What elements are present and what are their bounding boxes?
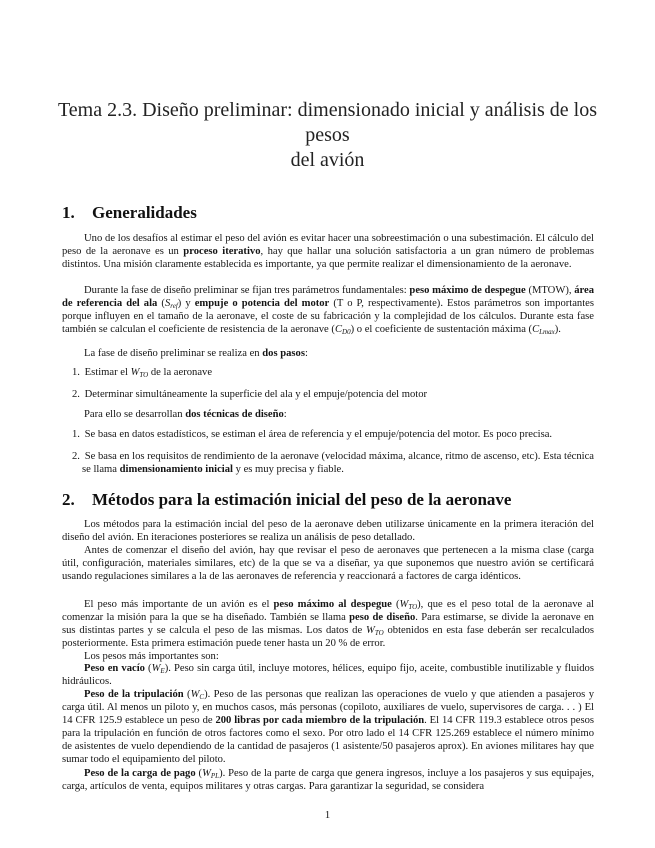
p4-bold: dos técnicas de diseño — [185, 409, 284, 420]
p2-text-a: Durante la fase de diseño preliminar se fijan tres parámetros fundamentales: — [84, 285, 410, 296]
p11-bold: Peso de la carga de pago — [84, 768, 196, 779]
p3-text-a: La fase de diseño preliminar se realiza en — [84, 348, 263, 359]
document-title — [55, 98, 600, 173]
list-2-item-1-text: Se basa en datos estadísticos, se estiman el área de referencia y el empuje/potencia del motor. Es poco precisa. — [84, 429, 553, 440]
paragraph-7 — [62, 598, 594, 650]
sub-to: TO — [139, 371, 149, 379]
p2-sub-ref: ref — [170, 302, 178, 311]
p7-bold-mtow: peso máximo al despegue — [273, 599, 392, 610]
p9-text-c: ). Peso sin carga útil, incluye motores, hélices, equipo fijo, aceite, combustible inutilizable y fluidos hidráulicos. — [62, 663, 594, 688]
p2-text-i: ) o el coeficiente de sustentación máxima ( — [350, 324, 533, 336]
p7-text-g: obtenidos en esta fase deberán ser recalculados posteriormente. Esta primera estimación puede tener hasta un 20 % de error. — [62, 625, 594, 650]
p10-text-a: ( — [183, 689, 191, 700]
paragraph-payload-weight — [62, 767, 594, 793]
list-1-item-1 — [62, 366, 594, 379]
p7-text-c: ( — [391, 599, 400, 610]
list-1-item-1-text: Estimar el — [84, 367, 131, 378]
p7-symbol-w2: W — [366, 625, 375, 637]
p11-sub-pl: PL — [210, 772, 220, 780]
p2-sub-d0: D0 — [342, 328, 351, 337]
p9-symbol-w: W — [151, 663, 161, 674]
section-1-number: 1. — [62, 203, 75, 222]
list-1-item-2-text: Determinar simultáneamente la superficie del ala y el empuje/potencia del motor — [84, 389, 428, 400]
page-number: 1 — [324, 810, 331, 821]
p7-text-a: El peso más importante de un avión es el — [84, 599, 274, 610]
list-2-item-2-text-c: y es muy precisa y fiable. — [232, 464, 344, 476]
list-1-item-1-text-b: de la aeronave — [148, 367, 213, 378]
p2-bold-thrust: empuje o potencia del motor — [194, 298, 330, 310]
p2-text-c: (MTOW), — [525, 285, 575, 296]
list-2-item-2-bold: dimensionamiento inicial — [119, 464, 233, 476]
list-marker: 2. — [72, 389, 80, 400]
list-1-item-2 — [62, 388, 594, 401]
p3-text-c: : — [304, 348, 308, 359]
p9-sub-e: E — [160, 667, 165, 675]
paragraph-6: Antes de comenzar el diseño del avión, hay que revisar el peso de aeronaves que pertenecen a la misma clase (carga útil, configuración, materiales similares, etc) de la que se va a diseñar, ya que suponemos que nuestro avión se certificará usando regulaciones similares a la de las aeronaves de referencia y reaccionará a factores de carga idénticos. — [62, 545, 594, 583]
p1-text-a: Uno de los desafíos al estimar el peso del avión es evitar hacer una sobreestimación o una subestimación. El cálculo del peso de la aeronave es un — [62, 233, 594, 258]
p7-text-f: . Para estimarse, se divide la aeronave en sus distintas partes y se calcula el peso de las mismas. Los datos de — [62, 612, 594, 637]
p2-text-h: (T o P, respectivamente). Estos parámetros son importantes porque influyen en el tamaño de la aeronave, el coste de su fabricación y la complejidad de los cálculos. Durante esta fase también se calculan el coeficiente de resistencia de la aeronave ( — [62, 298, 594, 336]
p1-bold: proceso iterativo — [183, 246, 261, 258]
p1-text-c: , hay que hallar una solución satisfactoria a un gran número de problemas distintos. Una misión claramente establecida es importante, ya que permite realizar el dimensionamiento de la aeronave. — [62, 246, 594, 271]
paragraph-1 — [62, 232, 594, 271]
paragraph-5: Los métodos para la estimación incial del peso de la aeronave deben utilizarse únicamente en la primera iteración del diseño del avión. En iteraciones posteriores se realiza un análisis de peso detallado. — [62, 519, 594, 544]
paragraph-empty-weight — [62, 662, 594, 688]
section-2-heading — [62, 490, 602, 510]
p7-sub-to: TO — [408, 603, 418, 611]
paragraph-4 — [62, 408, 594, 421]
p2-symbol-cd: C — [334, 324, 343, 336]
p4-text-a: Para ello se desarrollan — [84, 409, 186, 420]
p7-bold-design: peso de diseño — [349, 612, 416, 624]
title-line-1: Tema 2.3. Diseño preliminar: dimensionado inicial y análisis de los pesos — [57, 99, 598, 146]
section-2-title: Métodos para la estimación inicial del peso de la aeronave — [92, 490, 512, 509]
p9-text-a: ( — [144, 663, 152, 674]
list-2-item-2 — [62, 450, 594, 476]
paragraph-2 — [62, 284, 594, 336]
list-marker: 1. — [72, 429, 80, 440]
p2-sub-lmax: Lmax — [539, 328, 555, 337]
list-marker: 2. — [72, 451, 80, 462]
list-2-item-2-text-a: Se basa en los requisitos de rendimiento de la aeronave (velocidad máxima, alcance, ritmo de ascenso, etc). Esta técnica se llama — [82, 451, 594, 476]
p2-text-e: ( — [157, 298, 165, 310]
section-1-heading — [62, 203, 602, 223]
p2-symbol-s: S — [164, 298, 171, 310]
paragraph-crew-weight — [62, 688, 594, 767]
p10-text-c: ). Peso de las personas que realizan las operaciones de vuelo y que atienden a pasajeros y carga útil. Al menos un piloto y, en muchos casos, más personas (copiloto, auxiliares de vuelo, supervisores de carga. . . ) El 14 CFR 125.9 establece un peso de — [62, 689, 594, 727]
p7-symbol-w: W — [399, 599, 409, 610]
paragraph-3 — [62, 347, 594, 360]
p2-symbol-cl: C — [532, 324, 540, 336]
p9-bold: Peso en vacío — [84, 663, 145, 674]
p10-text-e: . El 14 CFR 119.3 establece otros pesos para la tripulación en función de otros factores como el sexo. Por otro lado el 14 CFR 125.269 establece el número mínimo de asistentes de vuelo dependiendo de la cantidad de pasajeros (1 asistente/50 pasajeros aprox). En aviones militares hay que sumar todo el equipamiento del piloto. — [62, 715, 594, 766]
p11-text-a: ( — [195, 768, 203, 779]
p10-symbol-w: W — [190, 689, 200, 700]
p2-bold-mtow: peso máximo de despegue — [409, 285, 526, 296]
p7-sub-to2: TO — [374, 629, 384, 638]
title-line-2: del avión — [290, 149, 365, 171]
p10-sub-c: C — [199, 693, 205, 701]
list-marker: 1. — [72, 367, 80, 378]
p4-text-c: : — [283, 409, 287, 420]
paragraph-8: Los pesos más importantes son: — [84, 651, 219, 662]
p3-bold: dos pasos — [262, 348, 305, 359]
p11-text-c: ). Peso de la parte de carga que genera ingresos, incluye a los pasajeros y sus equipajes, carga, artículos de venta, equipos militares y otras cargas. Para garantizar la seguridad, se considera — [62, 768, 594, 793]
p10-bold-200lb: 200 libras por cada miembro de la tripulación — [215, 715, 425, 727]
p2-text-j: ). — [554, 324, 561, 336]
p11-symbol-w: W — [202, 768, 211, 779]
list-2-item-1 — [62, 428, 594, 441]
p10-bold: Peso de la tripulación — [84, 689, 184, 700]
p7-text-d: ), que es el peso total de la aeronave al comenzar la misión para la que se ha diseñado. También se llama — [62, 599, 594, 624]
section-1-title: Generalidades — [92, 203, 197, 222]
symbol-w: W — [130, 367, 140, 378]
p2-bold-area: área de referencia del ala — [62, 285, 594, 310]
p2-text-f: ) y — [177, 298, 195, 310]
section-2-number: 2. — [62, 490, 75, 509]
